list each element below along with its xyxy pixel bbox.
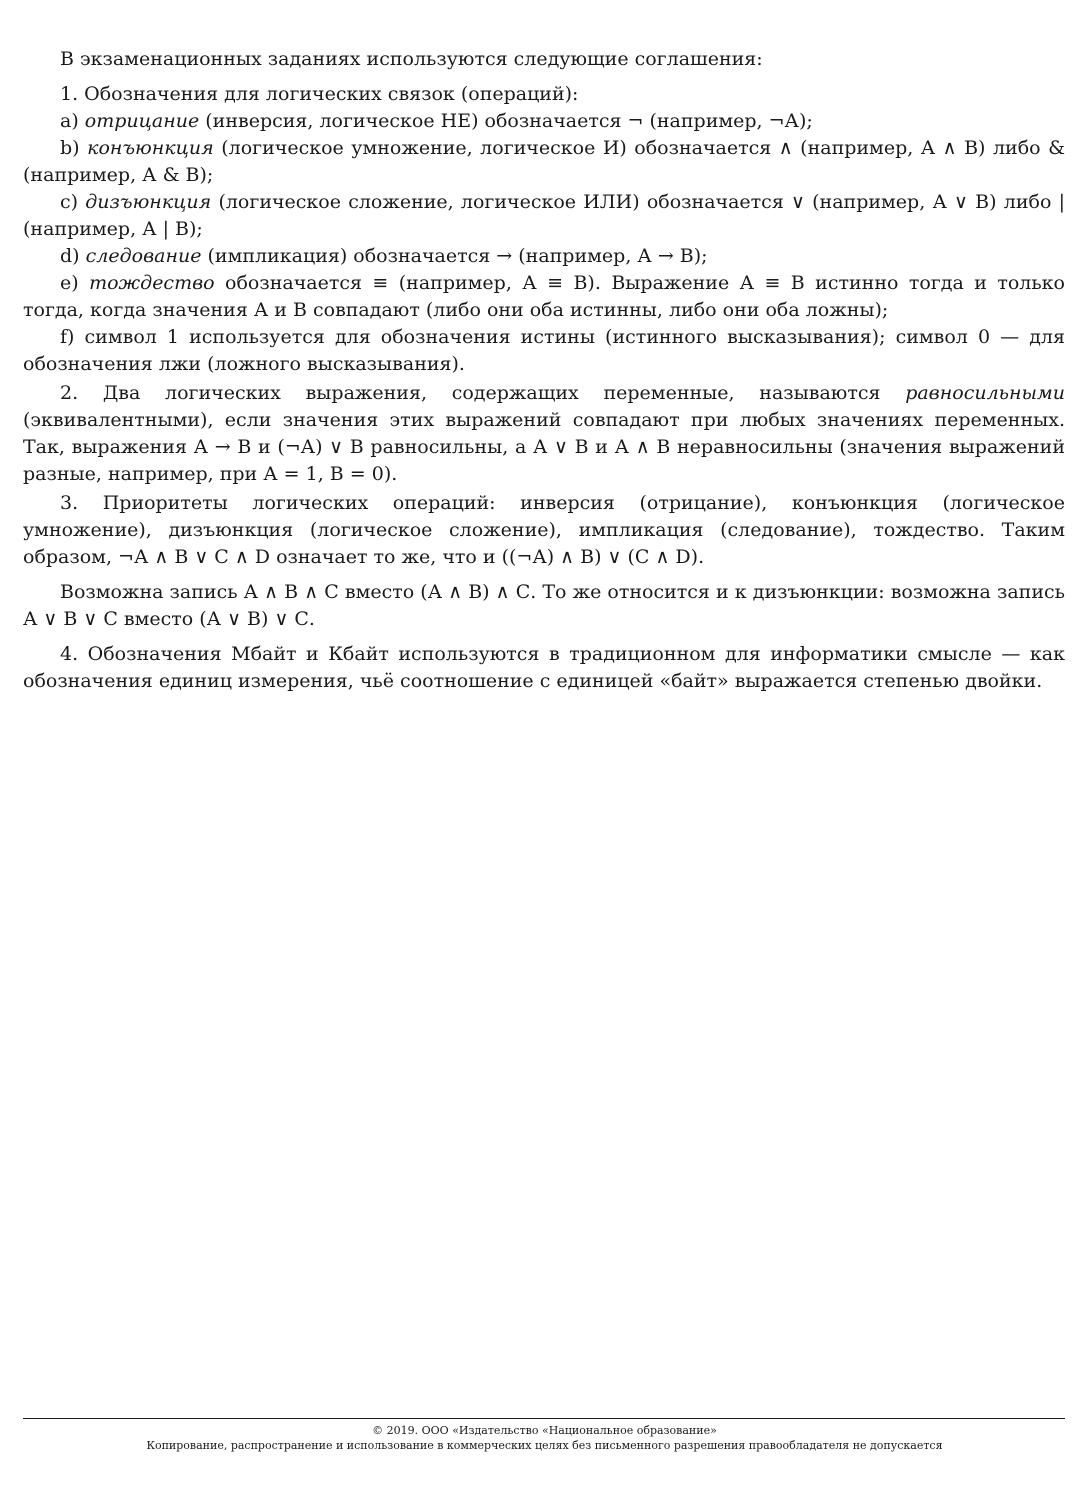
item-c-text: (логическое сложение, логическое ИЛИ) обозначается ∨ (например, А ∨ В) либо | (например, А | В); bbox=[23, 191, 1065, 240]
item-c-prefix: c) bbox=[60, 191, 86, 213]
item-b-prefix: b) bbox=[60, 137, 88, 159]
footer-divider bbox=[23, 1418, 1065, 1419]
item-b bbox=[23, 135, 1065, 189]
item-a bbox=[23, 108, 1065, 135]
item-f: f) символ 1 используется для обозначения истины (истинного высказывания); символ 0 — для обозначения лжи (ложного высказывания). bbox=[23, 326, 1065, 375]
item-d-text: (импликация) обозначается → (например, А → В); bbox=[201, 245, 708, 267]
footer-copyright: © 2019. ООО «Издательство «Национальное образование» bbox=[372, 1424, 717, 1437]
item-e-prefix: e) bbox=[60, 272, 90, 294]
page-body bbox=[23, 46, 1065, 695]
item-d-term: следование bbox=[85, 245, 202, 267]
item-a-text: (инверсия, логическое НЕ) обозначается ¬ (например, ¬А); bbox=[199, 110, 813, 132]
item-a-term: отрицание bbox=[84, 110, 200, 132]
intro-text: В экзаменационных заданиях используются следующие соглашения: bbox=[60, 48, 763, 70]
section-1-heading: 1. Обозначения для логических связок (операций): bbox=[60, 83, 579, 105]
item-b-term: конъюнкция bbox=[87, 137, 214, 159]
section-3: 3. Приоритеты логических операций: инверсия (отрицание), конъюнкция (логическое умножение), дизъюнкция (логическое сложение), импликация (следование), тождество. Таким образом, ¬А ∧ В ∨ С ∧ D означает то же, что и ((¬А) ∧ В) ∨ (С ∧ D). bbox=[23, 492, 1065, 568]
section-4: 4. Обозначения Мбайт и Кбайт используются в традиционном для информатики смысле — как обозначения единиц измерения, чьё соотношение с единицей «байт» выражается степенью двойки. bbox=[23, 643, 1065, 692]
footer-notice: Копирование, распространение и использование в коммерческих целях без письменного разрешения правообладателя не допускается bbox=[146, 1439, 943, 1452]
item-d-prefix: d) bbox=[60, 245, 86, 267]
section-3-note: Возможна запись А ∧ В ∧ С вместо (А ∧ В) ∧ С. То же относится и к дизъюнкции: возможна запись А ∨ В ∨ С вместо (А ∨ В) ∨ С. bbox=[23, 581, 1065, 630]
item-e bbox=[23, 270, 1065, 324]
section-2 bbox=[23, 380, 1065, 488]
section-2-term: равносильными bbox=[905, 382, 1065, 404]
item-e-term: тождество bbox=[89, 272, 215, 294]
item-d bbox=[23, 243, 1065, 270]
item-c-term: дизъюнкция bbox=[85, 191, 212, 213]
item-b-text: (логическое умножение, логическое И) обозначается ∧ (например, А ∧ В) либо & (например, А & В); bbox=[23, 137, 1065, 186]
item-a-prefix: a) bbox=[60, 110, 85, 132]
section-2-text-start: 2. Два логических выражения, содержащих переменные, называются bbox=[60, 382, 906, 404]
item-c bbox=[23, 189, 1065, 243]
section-2-text-end: (эквивалентными), если значения этих выражений совпадают при любых значениях переменных. Так, выражения А → В и (¬А) ∨ В равносильны, а А ∨ В и А ∧ В неравносильны (значения выражений разные, например, при А = 1, В = 0). bbox=[23, 409, 1065, 485]
item-e-text: обозначается ≡ (например, А ≡ В). Выражение А ≡ В истинно тогда и только тогда, когда значения А и В совпадают (либо они оба истинны, либо они оба ложны); bbox=[23, 272, 1065, 321]
